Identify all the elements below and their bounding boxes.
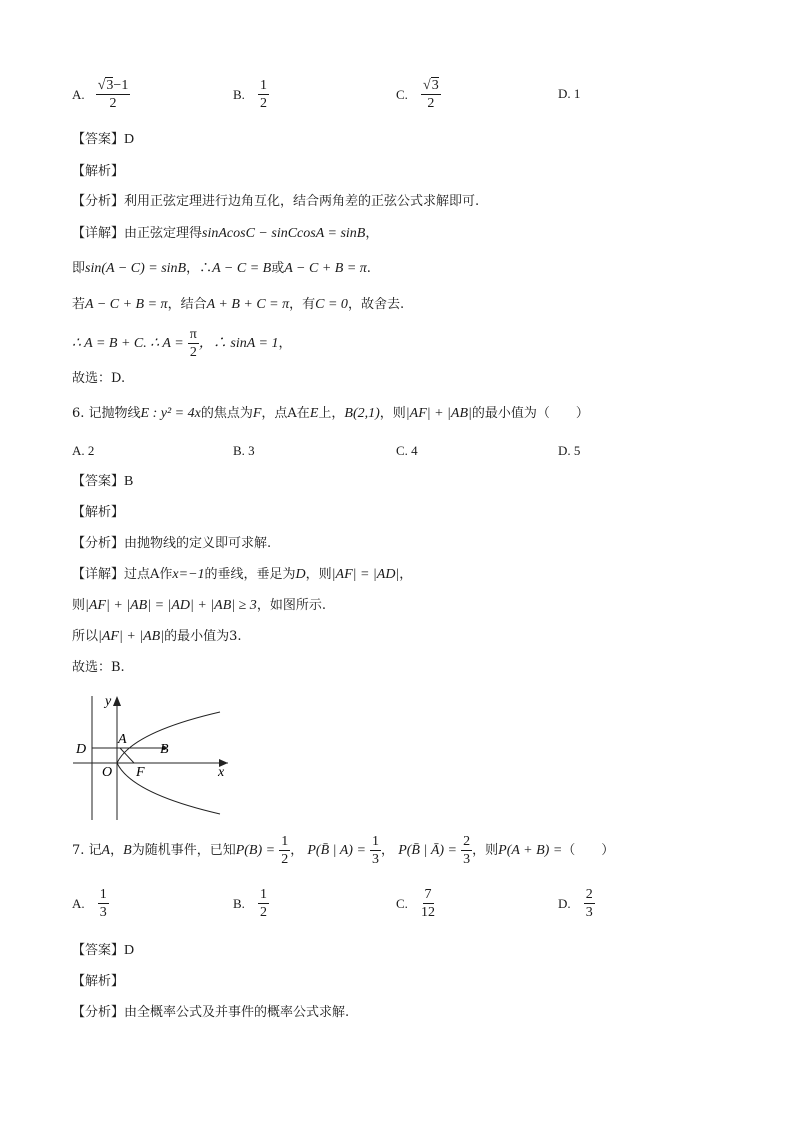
q5-option-c: C. $\frac{√3}{2}$ bbox=[396, 78, 439, 111]
q6-conclusion: 故选：B. bbox=[72, 660, 125, 675]
q6-detail-line-1: 【详解】过点A作x=−1的垂线，垂足为D，则|AF| = |AD|， bbox=[72, 567, 413, 582]
q7-option-c: C. $\frac{7}{12}$ bbox=[396, 887, 436, 920]
label-o: O bbox=[102, 765, 113, 780]
label-y: y bbox=[105, 694, 112, 709]
q5-option-d: D. 1 bbox=[558, 86, 581, 101]
y-axis-arrow bbox=[113, 696, 121, 706]
q6-detail-line-3: 所以|AF| + |AB|的最小值为3. bbox=[72, 629, 242, 644]
label-x: x bbox=[218, 765, 225, 780]
q7-option-d: D. $\frac{2}{3}$ bbox=[558, 887, 593, 920]
q5-option-b: B. $\frac{1}{2}$ bbox=[233, 78, 268, 111]
q5-pi-over-2: $\frac{\pi}{2}$ bbox=[189, 327, 197, 360]
q5-analysis-heading: 【解析】 bbox=[72, 164, 125, 179]
q5-conclusion: 故选：D. bbox=[72, 371, 126, 386]
q7-option-b: B. $\frac{1}{2}$ bbox=[233, 887, 268, 920]
q6-analysis-heading: 【解析】 bbox=[72, 505, 125, 520]
q5-option-b-fraction: $\frac{1}{2}$ bbox=[260, 78, 268, 111]
q6-detail-line-2: 则|AF| + |AB| = |AD| + |AB| ≥ 3，如图所示. bbox=[72, 598, 326, 613]
q7-pbna-fraction: $\frac{2}{3}$ bbox=[463, 834, 471, 867]
q6-option-b: B. 3 bbox=[233, 443, 255, 458]
q5-option-a-fraction: $\frac{√3-1}{2}$ bbox=[97, 78, 129, 111]
label-b: B bbox=[160, 742, 169, 757]
q7-pba-fraction: $\frac{1}{3}$ bbox=[372, 834, 380, 867]
q5-option-c-fraction: $\frac{√3}{2}$ bbox=[423, 78, 439, 111]
q6-option-d: D. 5 bbox=[558, 443, 581, 458]
label-d: D bbox=[76, 742, 87, 757]
q5-option-a: A. $\frac{√3-1}{2}$ bbox=[72, 78, 129, 111]
q6-fenxi: 【分析】由抛物线的定义即可求解. bbox=[72, 536, 272, 551]
label-f: F bbox=[136, 765, 145, 780]
q5-fenxi: 【分析】利用正弦定理进行边角互化，结合两角差的正弦公式求解即可. bbox=[72, 194, 480, 209]
q6-option-c: C. 4 bbox=[396, 443, 418, 458]
q6-stem: 6. 记抛物线E : y² = 4x的焦点为F，点A在E上，B(2,1)，则|AF| + |AB|的最小值为（ ） bbox=[72, 406, 589, 421]
q7-answer: 【答案】D bbox=[72, 943, 135, 958]
q6-parabola-figure bbox=[68, 690, 238, 825]
q7-stem: 7. 记A，B为随机事件，已知P(B) = $\frac{1}{2}$ ， P(B̄ | A) = $\frac{1}{3}$ ， P(B̄ | Ā) = $\frac{2}{3}$ ，则P(A + B) =（ ） bbox=[72, 834, 615, 867]
q5-answer: 【答案】D bbox=[72, 132, 135, 147]
q7-analysis-heading: 【解析】 bbox=[72, 974, 125, 989]
q6-answer: 【答案】B bbox=[72, 474, 134, 489]
q7-option-a: A. $\frac{1}{3}$ bbox=[72, 887, 107, 920]
q5-detail-line-1: 【详解】由正弦定理得sinAcosC − sinCcosA = sinB， bbox=[72, 226, 379, 241]
q5-detail-line-3: 若A − C + B = π，结合A + B + C = π，有C = 0，故舍去. bbox=[72, 297, 405, 312]
q7-pb-fraction: $\frac{1}{2}$ bbox=[281, 834, 289, 867]
q5-detail-line-2: 即sin(A − C) = sinB，∴A − C = B或A − C + B = π. bbox=[72, 261, 371, 276]
label-a: A bbox=[118, 732, 127, 747]
q5-detail-line-4: ∴ A = B + C. ∴ A = $\frac{\pi}{2}$ ，∴ sinA = 1， bbox=[72, 327, 292, 360]
q6-option-a: A. 2 bbox=[72, 443, 95, 458]
q7-fenxi: 【分析】由全概率公式及并事件的概率公式求解. bbox=[72, 1005, 350, 1020]
parabola-diagram bbox=[68, 690, 238, 825]
